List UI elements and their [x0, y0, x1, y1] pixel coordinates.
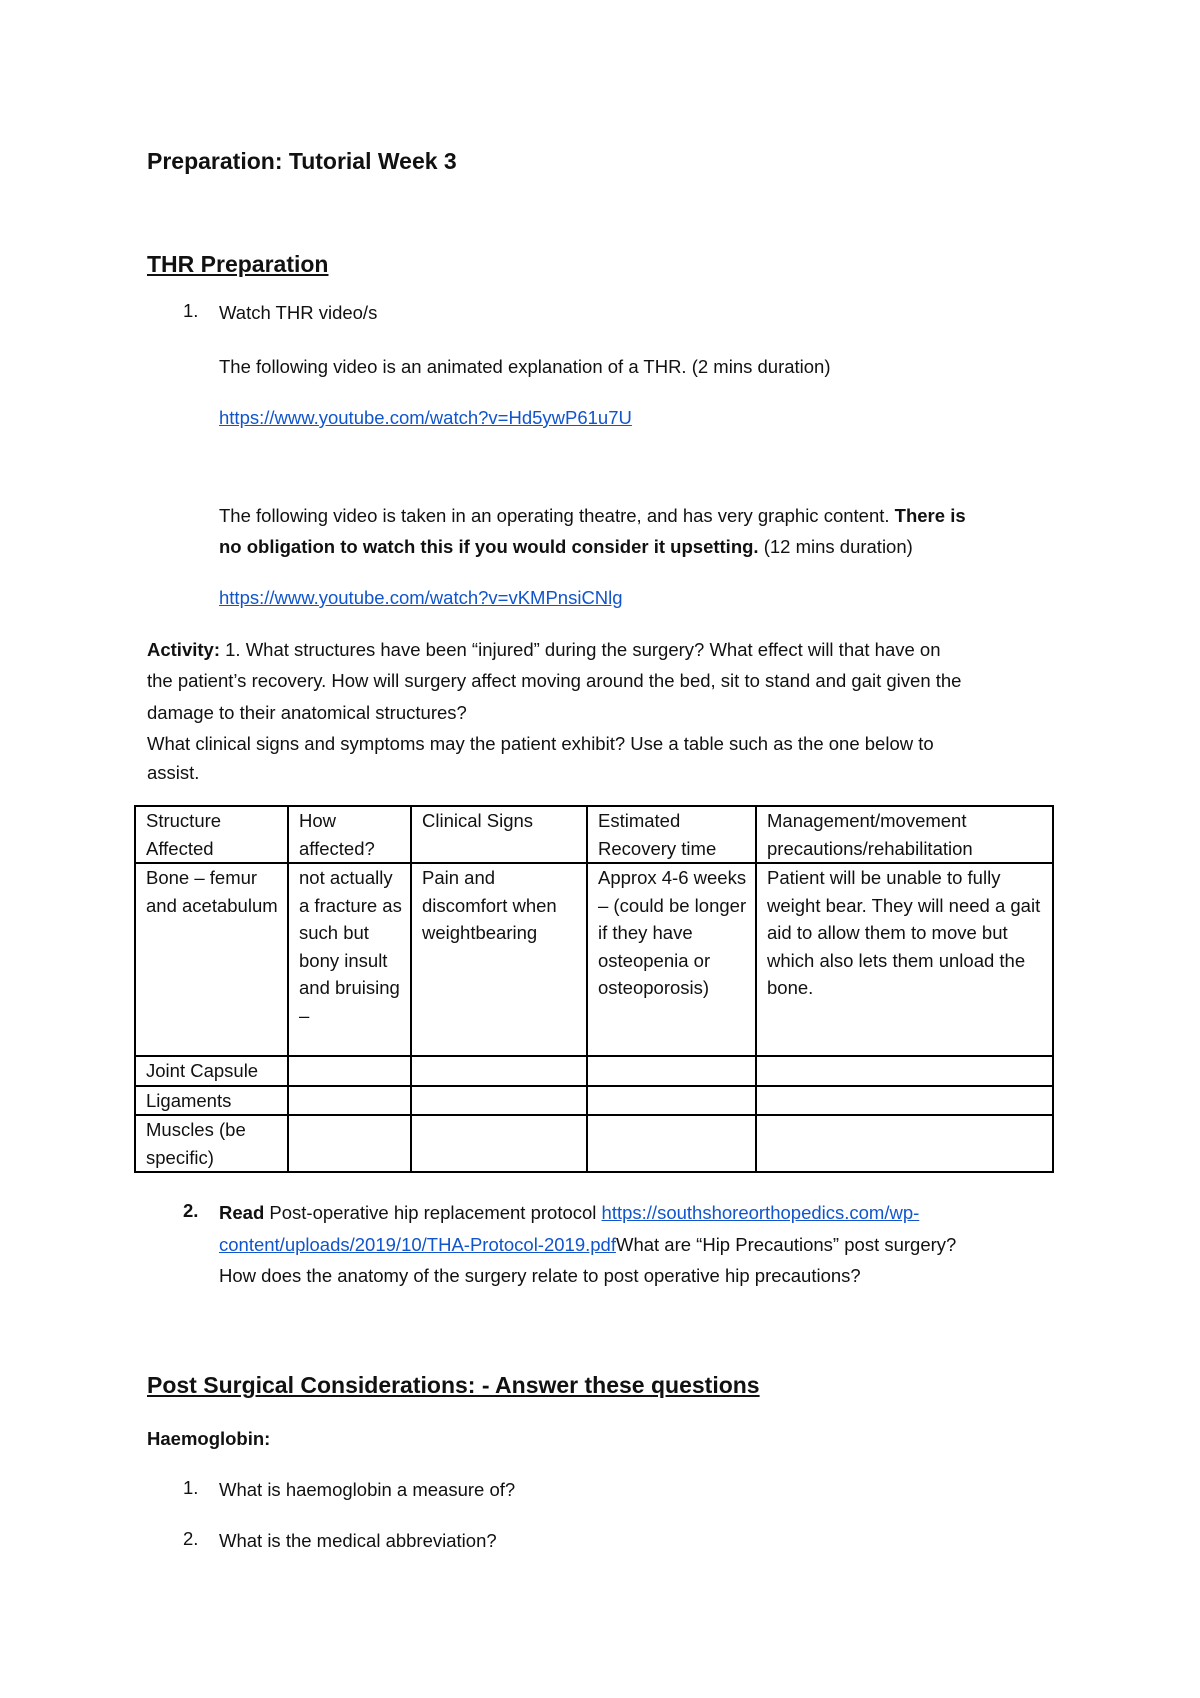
- activity-line3: damage to their anatomical structures?: [147, 702, 467, 723]
- table-header-cell: How affected?: [288, 806, 411, 863]
- table-cell: [288, 1086, 411, 1116]
- haemoglobin-subheading: Haemoglobin:: [147, 1428, 271, 1449]
- item2-line2: [219, 1229, 956, 1260]
- table-header-cell: Estimated Recovery time: [587, 806, 756, 863]
- thr-heading: THR Preparation: [147, 251, 329, 277]
- video1-description: The following video is an animated explanation of a THR. (2 mins duration): [219, 356, 831, 377]
- watch-videos-label: Watch THR video/s: [219, 302, 378, 323]
- page-title: Preparation: Tutorial Week 3: [147, 148, 457, 174]
- table-header-row: [135, 806, 1053, 863]
- item2-line1: [219, 1197, 919, 1228]
- table-header-cell: Clinical Signs: [411, 806, 587, 863]
- table-cell: [411, 1115, 587, 1172]
- video2-warning-b: no obligation to watch this if you would consider it upsetting.: [219, 536, 759, 557]
- table-cell: Bone – femur and acetabulum: [135, 863, 288, 1056]
- table-cell: [587, 1115, 756, 1172]
- question-1: What is haemoglobin a measure of?: [219, 1479, 516, 1500]
- list-number-q1: 1.: [183, 1477, 199, 1498]
- structures-table: [134, 805, 1054, 1173]
- activity-line2: the patient’s recovery. How will surgery affect moving around the bed, sit to stand and gait given the: [147, 670, 962, 691]
- table-cell: Ligaments: [135, 1086, 288, 1116]
- table-header-cell: Management/movement precautions/rehabilitation: [756, 806, 1053, 863]
- protocol-link-part1[interactable]: https://southshoreorthopedics.com/wp-: [601, 1202, 920, 1223]
- hip-precautions-question: What are “Hip Precautions” post surgery?: [615, 1234, 957, 1255]
- protocol-text: Post-operative hip replacement protocol: [264, 1202, 602, 1223]
- activity-label: Activity:: [147, 639, 220, 660]
- table-cell: Approx 4-6 weeks – (could be longer if they have osteopenia or osteoporosis): [587, 863, 756, 1056]
- video2-duration: (12 mins duration): [758, 536, 913, 557]
- video2-desc-text: The following video is taken in an operating theatre, and has very graphic content.: [219, 505, 895, 526]
- table-cell: [288, 1056, 411, 1086]
- video2-warning-a: There is: [894, 505, 966, 526]
- table-cell: [288, 1115, 411, 1172]
- table-row: [135, 863, 1053, 1056]
- list-number-q2: 2.: [183, 1528, 199, 1549]
- table-cell: [756, 1115, 1053, 1172]
- table-row: [135, 1056, 1053, 1086]
- table-cell: [587, 1086, 756, 1116]
- table-cell: [756, 1086, 1053, 1116]
- video2-description-line2: [219, 531, 913, 562]
- table-cell: Joint Capsule: [135, 1056, 288, 1086]
- table-cell: Pain and discomfort when weightbearing: [411, 863, 587, 1056]
- activity-line4: What clinical signs and symptoms may the patient exhibit? Use a table such as the one below to: [147, 733, 934, 754]
- video2-description: [219, 500, 1069, 531]
- table-header-cell: Structure Affected: [135, 806, 288, 863]
- table-row: [135, 1086, 1053, 1116]
- table-cell: [756, 1056, 1053, 1086]
- read-label: Read: [219, 1202, 265, 1223]
- table-cell: Patient will be unable to fully weight bear. They will need a gait aid to allow them to move but which also lets them unload the bone.: [756, 863, 1053, 1056]
- activity-text-1: 1. What structures have been “injured” during the surgery? What effect will that have on: [220, 639, 941, 660]
- table-cell: Muscles (be specific): [135, 1115, 288, 1172]
- activity-line1: [147, 634, 941, 665]
- table-row: [135, 1115, 1053, 1172]
- video1-link[interactable]: https://www.youtube.com/watch?v=Hd5ywP61u7U: [219, 407, 632, 428]
- list-number-2: 2.: [183, 1200, 199, 1221]
- table-cell: not actually a fracture as such but bony insult and bruising –: [288, 863, 411, 1056]
- protocol-link-part2[interactable]: content/uploads/2019/10/THA-Protocol-2019.pdf: [219, 1234, 616, 1255]
- table-cell: [411, 1056, 587, 1086]
- list-number-1: 1.: [183, 300, 199, 321]
- activity-line5: assist.: [147, 762, 200, 783]
- post-surgical-heading: Post Surgical Considerations: - Answer these questions: [147, 1372, 760, 1398]
- table-cell: [411, 1086, 587, 1116]
- anatomy-question: How does the anatomy of the surgery relate to post operative hip precautions?: [219, 1265, 861, 1286]
- video2-link[interactable]: https://www.youtube.com/watch?v=vKMPnsiCNlg: [219, 587, 623, 608]
- table-cell: [587, 1056, 756, 1086]
- question-2: What is the medical abbreviation?: [219, 1530, 497, 1551]
